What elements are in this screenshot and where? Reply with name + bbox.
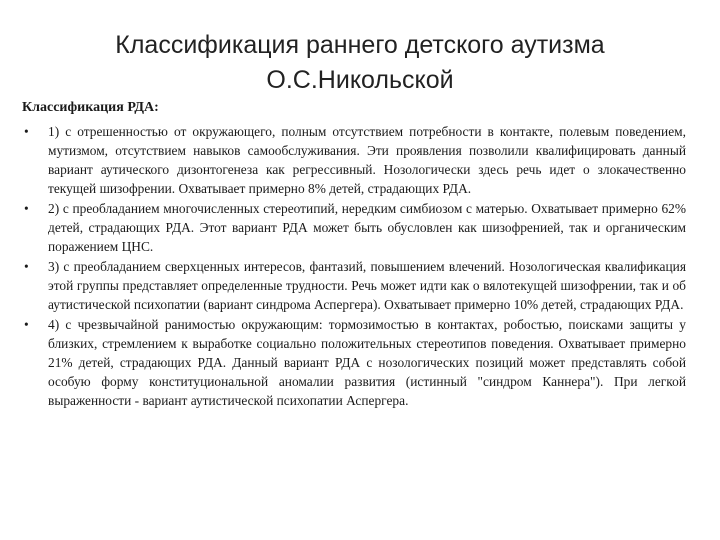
list-item: [22, 315, 686, 410]
list-item-text: 2) с преобладанием многочисленных стереотипий, нередким симбиозом с матерью. Охватывает примерно 62% детей, страдающих РДА. Этот вариант РДА может быть обусловлен как шизофренией, так и органическим поражением ЦНС.: [48, 201, 686, 254]
bullet-icon: •: [24, 259, 29, 274]
classification-list: [22, 122, 686, 411]
list-item: [22, 257, 686, 314]
bullet-icon: •: [24, 317, 29, 332]
list-item-text: 1) с отрешенностью от окружающего, полным отсутствием потребности в контакте, полевым поведением, мутизмом, отсутствием навыков самообслуживания. Эти проявления позволили квалифицировать данный вариант аутического дизонтогенеза как регрессивный. Нозологически здесь речь идет о злокачественно текущей шизофрении. Охватывает примерно 8% детей, страдающих РДА.: [48, 124, 686, 196]
section-heading: Классификация РДА:: [22, 100, 159, 115]
list-item-text: 3) с преобладанием сверхценных интересов, фантазий, повышением влечений. Нозологическая квалификация этой группы представляет определенные трудности. Речь может идти как о вялотекущей шизофрении, так и об аутистической психопатии (вариант синдрома Аспергера). Охватывает примерно 10% детей, страдающих РДА.: [48, 259, 686, 312]
slide-title-line-1: Классификация раннего детского аутизма: [115, 31, 605, 59]
bullet-icon: •: [24, 124, 29, 139]
list-item: [22, 122, 686, 198]
bullet-icon: •: [24, 201, 29, 216]
slide-title: [0, 28, 720, 98]
list-item: [22, 199, 686, 256]
slide-title-line-2: О.С.Никольской: [266, 66, 454, 94]
list-item-text: 4) с чрезвычайной ранимостью окружающим: тормозимостью в контактах, робостью, поисками защиты у близких, стремлением к выработке социально положительных стереотипов поведения. Охватывает примерно 21% детей, страдающих РДА. Данный вариант РДА с нозологических позиций может представлять собой особую форму конституциональной аномалии развития (истинный "синдром Каннера"). При легкой выраженности - вариант аутистической психопатии Аспергера.: [48, 317, 686, 408]
